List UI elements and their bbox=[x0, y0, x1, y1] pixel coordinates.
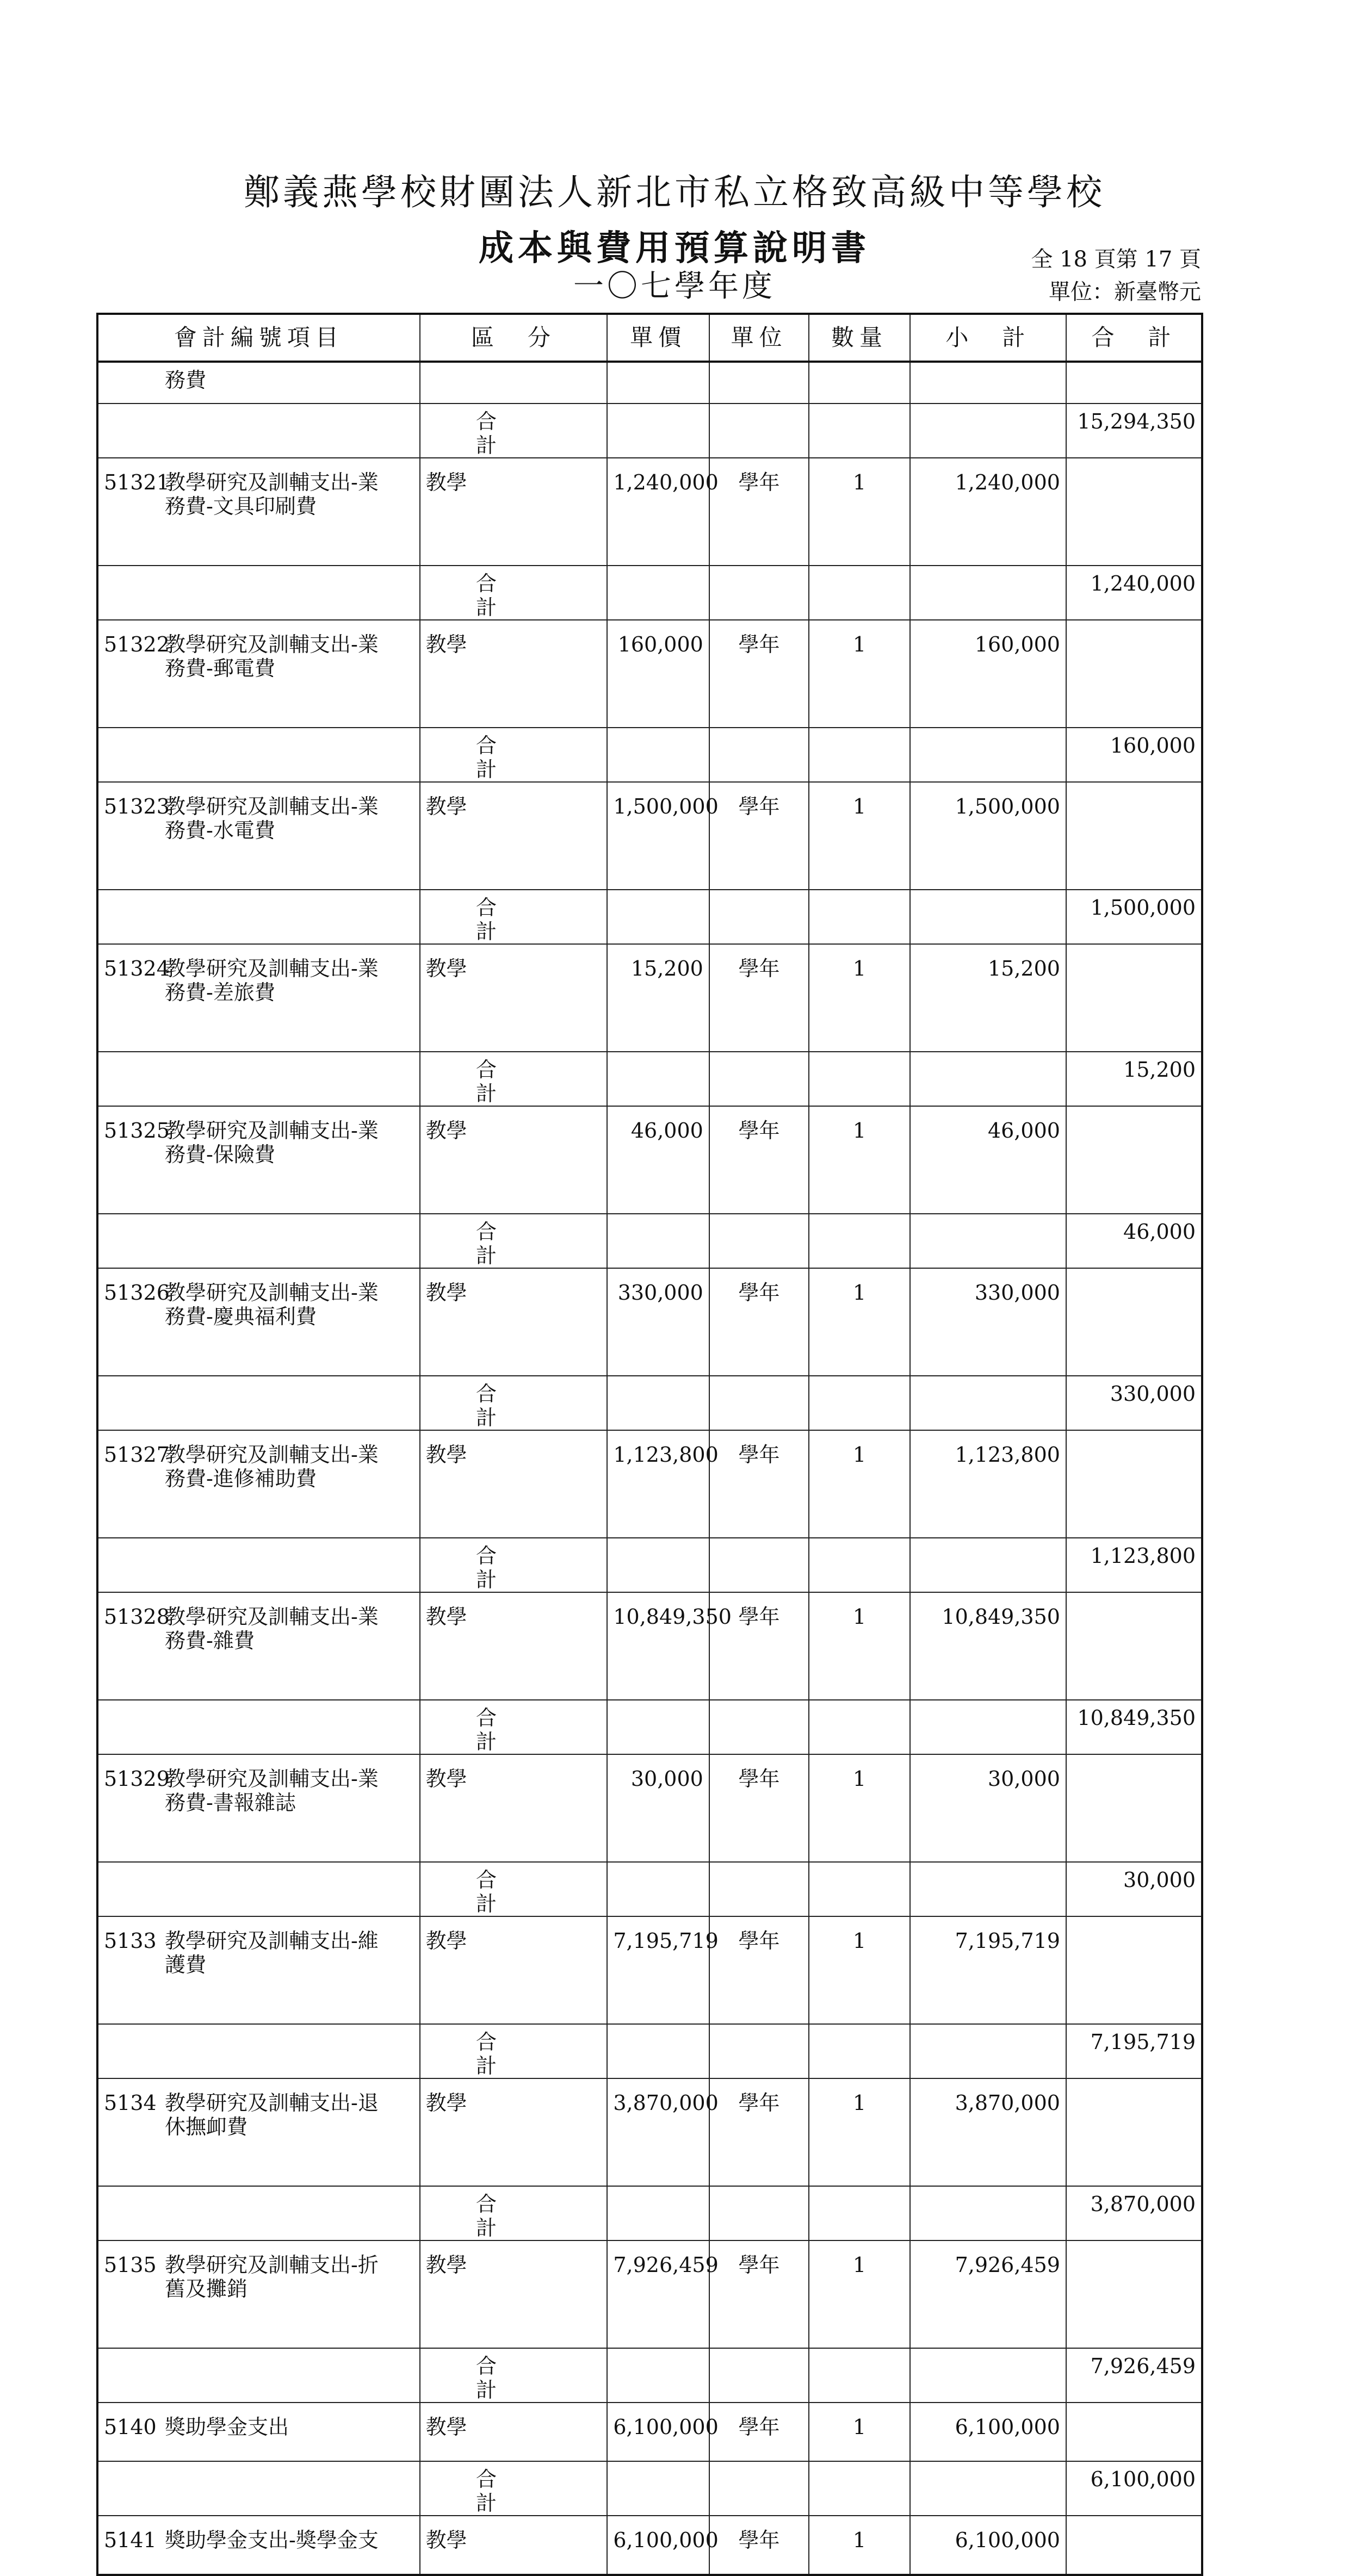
account-code: 5134 bbox=[104, 2091, 157, 2115]
unit-cell: 學年 bbox=[709, 2516, 809, 2575]
col-header-total: 合 計 bbox=[1066, 314, 1202, 362]
table-row bbox=[97, 1592, 1202, 1700]
total-row bbox=[97, 2186, 1202, 2240]
table-row bbox=[97, 1430, 1202, 1538]
account-name: 教學研究及訓輔支出-業務費-保險費 bbox=[165, 1119, 379, 1166]
account-cell bbox=[97, 1430, 420, 1538]
table-row bbox=[97, 782, 1202, 890]
total-cell bbox=[1066, 1430, 1202, 1538]
total-value: 6,100,000 bbox=[1066, 2461, 1202, 2516]
qty-cell: 1 bbox=[809, 2240, 909, 2348]
total-value: 10,849,350 bbox=[1066, 1700, 1202, 1754]
total-cell bbox=[1066, 620, 1202, 728]
account-name: 教學研究及訓輔支出-折舊及攤銷 bbox=[165, 2253, 379, 2301]
unit-cell: 學年 bbox=[709, 1754, 809, 1862]
table-row bbox=[97, 2516, 1202, 2575]
price-cell: 1,500,000 bbox=[607, 782, 709, 890]
account-cell bbox=[97, 1592, 420, 1700]
price-cell: 7,195,719 bbox=[607, 1916, 709, 2024]
total-cell bbox=[1066, 1106, 1202, 1214]
account-name: 教學研究及訓輔支出-業務費-差旅費 bbox=[165, 957, 379, 1004]
unit-cell: 學年 bbox=[709, 2240, 809, 2348]
fiscal-year: 一〇七學年度 bbox=[573, 269, 776, 304]
category-cell: 教學 bbox=[420, 782, 608, 890]
total-row bbox=[97, 2024, 1202, 2078]
qty-cell: 1 bbox=[809, 1916, 909, 2024]
total-value: 160,000 bbox=[1066, 728, 1202, 782]
subtotal-cell: 160,000 bbox=[910, 620, 1066, 728]
qty-cell: 1 bbox=[809, 1592, 909, 1700]
category-cell: 教學 bbox=[420, 1592, 608, 1700]
table-row bbox=[97, 2403, 1202, 2461]
total-row bbox=[97, 1538, 1202, 1592]
total-row bbox=[97, 566, 1202, 620]
subtotal-cell: 1,123,800 bbox=[910, 1430, 1066, 1538]
total-label: 合 計 bbox=[420, 2461, 608, 2516]
total-value: 330,000 bbox=[1066, 1376, 1202, 1430]
unit-cell: 學年 bbox=[709, 458, 809, 566]
account-cell bbox=[97, 1268, 420, 1376]
qty-cell: 1 bbox=[809, 944, 909, 1052]
qty-cell: 1 bbox=[809, 620, 909, 728]
account-name: 教學研究及訓輔支出-維護費 bbox=[165, 1929, 379, 1977]
qty-cell: 1 bbox=[809, 2516, 909, 2575]
price-cell: 1,240,000 bbox=[607, 458, 709, 566]
account-code: 5133 bbox=[104, 1929, 157, 1953]
category-cell: 教學 bbox=[420, 2078, 608, 2186]
total-cell bbox=[1066, 458, 1202, 566]
subtotal-cell: 3,870,000 bbox=[910, 2078, 1066, 2186]
category-cell: 教學 bbox=[420, 458, 608, 566]
price-cell: 330,000 bbox=[607, 1268, 709, 1376]
total-cell bbox=[1066, 2078, 1202, 2186]
account-code: 51327 bbox=[104, 1443, 170, 1467]
total-label: 合 計 bbox=[420, 2024, 608, 2078]
subtotal-cell: 6,100,000 bbox=[910, 2403, 1066, 2461]
total-value: 30,000 bbox=[1066, 1862, 1202, 1916]
table-row bbox=[97, 2240, 1202, 2348]
table-row bbox=[97, 458, 1202, 566]
subtotal-cell: 1,240,000 bbox=[910, 458, 1066, 566]
account-code: 51329 bbox=[104, 1767, 170, 1791]
subtotal-cell: 30,000 bbox=[910, 1754, 1066, 1862]
account-cell bbox=[97, 458, 420, 566]
total-row bbox=[97, 1214, 1202, 1268]
qty-cell: 1 bbox=[809, 782, 909, 890]
category-cell: 教學 bbox=[420, 2516, 608, 2575]
total-row bbox=[97, 1862, 1202, 1916]
col-header-subtotal: 小 計 bbox=[910, 314, 1066, 362]
total-row bbox=[97, 404, 1202, 458]
price-cell: 46,000 bbox=[607, 1106, 709, 1214]
total-label: 合 計 bbox=[420, 1376, 608, 1430]
total-cell bbox=[1066, 944, 1202, 1052]
unit-cell: 學年 bbox=[709, 1592, 809, 1700]
account-cell bbox=[97, 1106, 420, 1214]
total-cell bbox=[1066, 782, 1202, 890]
total-label: 合 計 bbox=[420, 1862, 608, 1916]
table-row bbox=[97, 1268, 1202, 1376]
total-label: 合 計 bbox=[420, 1538, 608, 1592]
total-label: 合 計 bbox=[420, 1214, 608, 1268]
account-code: 5135 bbox=[104, 2253, 157, 2277]
total-cell bbox=[1066, 1916, 1202, 2024]
account-code: 5141 bbox=[104, 2528, 157, 2552]
total-row bbox=[97, 1700, 1202, 1754]
category-cell: 教學 bbox=[420, 620, 608, 728]
qty-cell: 1 bbox=[809, 1430, 909, 1538]
account-cell bbox=[97, 2516, 420, 2575]
account-cell bbox=[97, 2403, 420, 2461]
total-cell bbox=[1066, 2516, 1202, 2575]
table-header-row bbox=[97, 314, 1202, 362]
account-code: 51326 bbox=[104, 1281, 170, 1305]
account-name: 教學研究及訓輔支出-業務費-郵電費 bbox=[165, 632, 379, 680]
page-info: 全 18 頁第 17 頁 bbox=[1031, 247, 1201, 272]
account-name: 教學研究及訓輔支出-業務費-雜費 bbox=[165, 1605, 379, 1653]
table-row bbox=[97, 944, 1202, 1052]
price-cell: 6,100,000 bbox=[607, 2403, 709, 2461]
subtotal-cell: 15,200 bbox=[910, 944, 1066, 1052]
account-name: 教學研究及訓輔支出-業務費-水電費 bbox=[165, 794, 379, 842]
price-cell: 15,200 bbox=[607, 944, 709, 1052]
unit-cell: 學年 bbox=[709, 620, 809, 728]
account-name: 教學研究及訓輔支出-業務費-進修補助費 bbox=[165, 1443, 379, 1491]
continued-name: 務費 bbox=[165, 368, 207, 392]
account-cell bbox=[97, 620, 420, 728]
total-value: 3,870,000 bbox=[1066, 2186, 1202, 2240]
total-row bbox=[97, 1376, 1202, 1430]
account-cell bbox=[97, 2078, 420, 2186]
account-cell bbox=[97, 782, 420, 890]
total-label: 合 計 bbox=[420, 2348, 608, 2403]
account-name: 獎助學金支出-獎學金支 bbox=[165, 2528, 379, 2552]
table-row bbox=[97, 1106, 1202, 1214]
qty-cell: 1 bbox=[809, 1106, 909, 1214]
total-value: 7,195,719 bbox=[1066, 2024, 1202, 2078]
col-header-price: 單價 bbox=[607, 314, 709, 362]
account-cell bbox=[97, 944, 420, 1052]
table-row bbox=[97, 1754, 1202, 1862]
subtotal-cell: 7,926,459 bbox=[910, 2240, 1066, 2348]
total-cell bbox=[1066, 2240, 1202, 2348]
account-name: 教學研究及訓輔支出-業務費-書報雜誌 bbox=[165, 1767, 379, 1815]
account-code: 51323 bbox=[104, 794, 170, 818]
qty-cell: 1 bbox=[809, 1754, 909, 1862]
qty-cell: 1 bbox=[809, 2403, 909, 2461]
subtotal-cell: 6,100,000 bbox=[910, 2516, 1066, 2575]
subtotal-cell: 1,500,000 bbox=[910, 782, 1066, 890]
total-row bbox=[97, 728, 1202, 782]
currency-unit: 單位：新臺幣元 bbox=[1049, 280, 1201, 305]
qty-cell: 1 bbox=[809, 458, 909, 566]
category-cell: 教學 bbox=[420, 2240, 608, 2348]
total-row bbox=[97, 890, 1202, 944]
unit-cell: 學年 bbox=[709, 2403, 809, 2461]
subtotal-cell: 330,000 bbox=[910, 1268, 1066, 1376]
account-name: 教學研究及訓輔支出-退休撫卹費 bbox=[165, 2091, 379, 2139]
category-cell: 教學 bbox=[420, 1430, 608, 1538]
account-code: 51328 bbox=[104, 1605, 170, 1629]
col-header-unit: 單位 bbox=[709, 314, 809, 362]
table-row bbox=[97, 1916, 1202, 2024]
total-label: 合 計 bbox=[420, 890, 608, 944]
price-cell: 1,123,800 bbox=[607, 1430, 709, 1538]
total-cell bbox=[1066, 2403, 1202, 2461]
category-cell: 教學 bbox=[420, 944, 608, 1052]
unit-cell: 學年 bbox=[709, 782, 809, 890]
account-code: 51325 bbox=[104, 1119, 170, 1143]
price-cell: 30,000 bbox=[607, 1754, 709, 1862]
table-row bbox=[97, 2078, 1202, 2186]
total-value: 1,123,800 bbox=[1066, 1538, 1202, 1592]
account-code: 51322 bbox=[104, 632, 170, 656]
total-value: 1,240,000 bbox=[1066, 566, 1202, 620]
total-label: 合 計 bbox=[420, 1700, 608, 1754]
total-label: 合 計 bbox=[420, 2186, 608, 2240]
account-cell bbox=[97, 2240, 420, 2348]
total-label: 合 計 bbox=[420, 728, 608, 782]
unit-cell: 學年 bbox=[709, 1268, 809, 1376]
unit-cell: 學年 bbox=[709, 1916, 809, 2024]
continued-row bbox=[97, 362, 1202, 404]
account-cell bbox=[97, 1916, 420, 2024]
category-cell: 教學 bbox=[420, 1754, 608, 1862]
qty-cell: 1 bbox=[809, 2078, 909, 2186]
account-name: 教學研究及訓輔支出-業務費-慶典福利費 bbox=[165, 1281, 379, 1329]
category-cell: 教學 bbox=[420, 2403, 608, 2461]
total-cell bbox=[1066, 1268, 1202, 1376]
unit-cell: 學年 bbox=[709, 944, 809, 1052]
total-cell bbox=[1066, 1754, 1202, 1862]
subtotal-cell: 7,195,719 bbox=[910, 1916, 1066, 2024]
account-code: 5140 bbox=[104, 2415, 157, 2439]
qty-cell: 1 bbox=[809, 1268, 909, 1376]
subtotal-cell: 46,000 bbox=[910, 1106, 1066, 1214]
price-cell: 6,100,000 bbox=[607, 2516, 709, 2575]
budget-table bbox=[96, 313, 1203, 2576]
total-value: 46,000 bbox=[1066, 1214, 1202, 1268]
organization-title: 鄭義燕學校財團法人新北市私立格致高級中等學校 bbox=[244, 171, 1105, 213]
total-row bbox=[97, 2461, 1202, 2516]
account-code: 51321 bbox=[104, 470, 170, 494]
document-title: 成本與費用預算說明書 bbox=[479, 228, 870, 269]
account-name: 教學研究及訓輔支出-業務費-文具印刷費 bbox=[165, 470, 379, 518]
unit-cell: 學年 bbox=[709, 1430, 809, 1538]
price-cell: 160,000 bbox=[607, 620, 709, 728]
category-cell: 教學 bbox=[420, 1916, 608, 2024]
total-label: 合 計 bbox=[420, 404, 608, 458]
unit-cell: 學年 bbox=[709, 1106, 809, 1214]
total-label: 合 計 bbox=[420, 566, 608, 620]
col-header-category: 區 分 bbox=[420, 314, 608, 362]
table-row bbox=[97, 620, 1202, 728]
total-row bbox=[97, 2348, 1202, 2403]
total-row bbox=[97, 1052, 1202, 1106]
col-header-account: 會計編號項目 bbox=[97, 314, 420, 362]
col-header-qty: 數量 bbox=[809, 314, 909, 362]
category-cell: 教學 bbox=[420, 1106, 608, 1214]
price-cell: 7,926,459 bbox=[607, 2240, 709, 2348]
total-cell bbox=[1066, 1592, 1202, 1700]
total-value: 1,500,000 bbox=[1066, 890, 1202, 944]
total-value: 15,200 bbox=[1066, 1052, 1202, 1106]
account-name: 獎助學金支出 bbox=[165, 2415, 289, 2439]
unit-cell: 學年 bbox=[709, 2078, 809, 2186]
total-label: 合 計 bbox=[420, 1052, 608, 1106]
account-code: 51324 bbox=[104, 957, 170, 980]
total-value: 7,926,459 bbox=[1066, 2348, 1202, 2403]
total-value: 15,294,350 bbox=[1066, 404, 1202, 458]
account-cell bbox=[97, 1754, 420, 1862]
category-cell: 教學 bbox=[420, 1268, 608, 1376]
subtotal-cell: 10,849,350 bbox=[910, 1592, 1066, 1700]
price-cell: 10,849,350 bbox=[607, 1592, 709, 1700]
price-cell: 3,870,000 bbox=[607, 2078, 709, 2186]
